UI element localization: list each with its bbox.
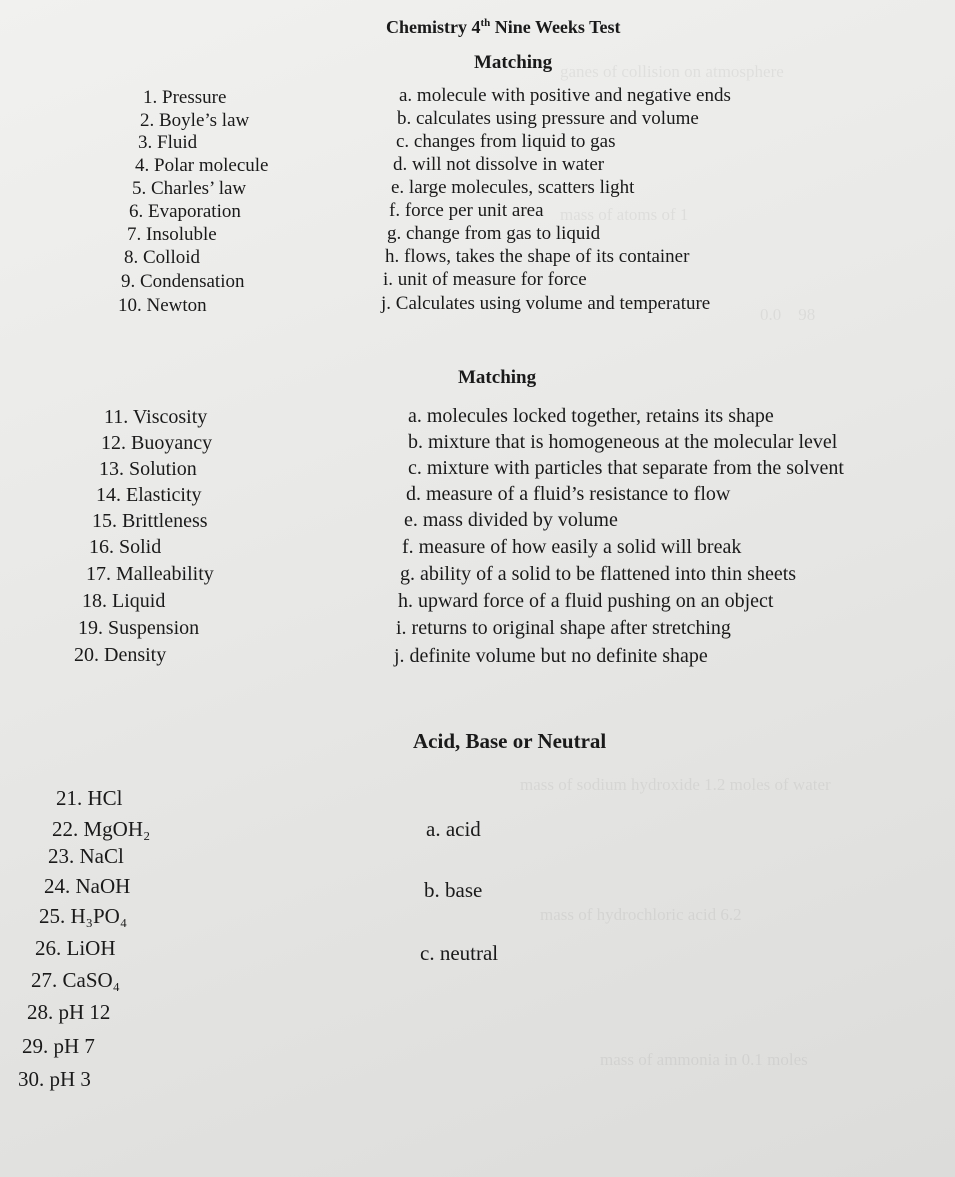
def-1e: e. large molecules, scatters light [391, 177, 635, 198]
def-1b: b. calculates using pressure and volume [397, 108, 699, 129]
section2-heading: Matching [458, 367, 537, 388]
def-1j: j. Calculates using volume and temperature [381, 293, 711, 314]
term-16: 16. Solid [89, 536, 162, 558]
item-30: 30. pH 3 [18, 1067, 91, 1091]
def-2i: i. returns to original shape after stretching [396, 617, 731, 639]
term-19: 19. Suspension [78, 617, 200, 639]
section1-heading: Matching [474, 52, 553, 73]
term-13: 13. Solution [99, 458, 197, 480]
term-9: 9. Condensation [121, 271, 245, 292]
item-26: 26. LiOH [35, 936, 116, 960]
test-title: Chemistry 4th Nine Weeks Test [386, 17, 621, 37]
def-1f: f. force per unit area [389, 200, 544, 221]
term-17: 17. Malleability [86, 563, 214, 585]
item-28: 28. pH 12 [27, 1000, 111, 1024]
choice-neutral: c. neutral [420, 941, 499, 965]
term-3: 3. Fluid [138, 132, 198, 153]
def-2f: f. measure of how easily a solid will break [402, 536, 742, 558]
item-24: 24. NaOH [44, 874, 131, 898]
def-1h: h. flows, takes the shape of its container [385, 246, 690, 267]
def-2a: a. molecules locked together, retains its shape [408, 405, 774, 427]
item-21: 21. HCl [56, 786, 123, 810]
item-25: 25. H₃PO₄ [39, 904, 128, 928]
def-2d: d. measure of a fluid’s resistance to flow [406, 483, 731, 505]
def-2g: g. ability of a solid to be flattened into thin sheets [400, 563, 797, 585]
term-20: 20. Density [74, 644, 167, 666]
term-11: 11. Viscosity [104, 406, 208, 428]
term-1: 1. Pressure [143, 87, 227, 108]
item-27: 27. CaSO₄ [31, 968, 120, 992]
def-2j: j. definite volume but no definite shape [394, 645, 708, 667]
term-18: 18. Liquid [82, 590, 166, 612]
def-2h: h. upward force of a fluid pushing on an object [398, 590, 774, 612]
def-2c: c. mixture with particles that separate from the solvent [408, 457, 844, 479]
def-2b: b. mixture that is homogeneous at the molecular level [408, 431, 838, 453]
term-2: 2. Boyle’s law [140, 110, 250, 131]
choice-base: b. base [424, 878, 483, 902]
term-8: 8. Colloid [124, 247, 201, 268]
term-6: 6. Evaporation [129, 201, 241, 222]
term-14: 14. Elasticity [96, 484, 202, 506]
def-1i: i. unit of measure for force [383, 269, 587, 290]
def-1d: d. will not dissolve in water [393, 154, 605, 175]
choice-acid: a. acid [426, 817, 481, 841]
def-1g: g. change from gas to liquid [387, 223, 601, 244]
term-10: 10. Newton [118, 295, 207, 316]
term-15: 15. Brittleness [92, 510, 208, 532]
term-7: 7. Insoluble [127, 224, 217, 245]
item-22: 22. MgOH₂ [52, 817, 151, 841]
item-23: 23. NaCl [48, 844, 124, 868]
term-4: 4. Polar molecule [135, 155, 269, 176]
term-5: 5. Charles’ law [132, 178, 247, 199]
def-2e: e. mass divided by volume [404, 509, 618, 531]
def-1c: c. changes from liquid to gas [396, 131, 616, 152]
term-12: 12. Buoyancy [101, 432, 213, 454]
def-1a: a. molecule with positive and negative ends [399, 85, 731, 106]
section3-heading: Acid, Base or Neutral [413, 729, 607, 753]
item-29: 29. pH 7 [22, 1034, 95, 1058]
